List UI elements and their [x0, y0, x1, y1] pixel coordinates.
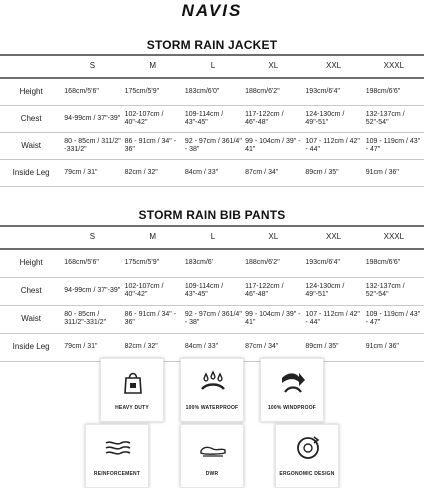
table-cell: 79cm / 31" — [64, 343, 98, 350]
column-header-m: M — [149, 232, 157, 241]
shopping-bag-icon — [119, 368, 147, 396]
table-cell: 168cm/5'6" — [64, 87, 99, 95]
row-label-inside-leg: Inside Leg — [12, 342, 50, 351]
feature-dwr — [180, 424, 244, 488]
shoe-sole-icon — [199, 434, 227, 462]
row-label-chest: Chest — [20, 286, 42, 295]
feature-label: REINFORCEMENT — [93, 471, 141, 477]
feature-label: ERGONOMIC DESIGN — [279, 471, 335, 477]
table-cell: 89cm / 35" — [305, 343, 339, 350]
feature-windproof — [260, 358, 324, 422]
row-label-height: Height — [19, 86, 43, 96]
table-cell: 193cm/6'4" — [305, 87, 340, 95]
table-cell: 91cm / 36" — [365, 343, 399, 350]
feature-heavy-duty — [100, 358, 164, 422]
feature-waterproof — [180, 358, 244, 422]
table-cell: 84cm / 33" — [184, 343, 219, 350]
table-row — [0, 277, 424, 305]
table-cell: 107 - 112cm / 42" - 44" — [305, 311, 360, 326]
wind-block-icon — [279, 368, 307, 396]
column-header — [0, 226, 62, 249]
table-cell: 188cm/6'2" — [245, 259, 280, 267]
column-header-xxl: XXL — [325, 232, 342, 241]
table-cell: 86 - 91cm / 34" - 36" — [124, 137, 177, 153]
column-header-xxl: XXL — [325, 61, 342, 70]
column-header-l: L — [210, 61, 216, 70]
pants-size-table — [0, 226, 424, 362]
table-cell: 109-114cm / 43"-45" — [184, 283, 224, 298]
table-cell: 84cm / 33" — [184, 168, 219, 176]
wave-lines-icon — [104, 434, 132, 462]
table-cell: 99 - 104cm / 39" - 41" — [245, 311, 301, 326]
row-label-waist: Waist — [21, 140, 41, 150]
table-row — [0, 305, 424, 333]
table-cell: 92 - 97cm / 361/4" - 38" — [184, 311, 242, 326]
jacket-size-table — [0, 55, 424, 187]
table-cell: 117-122cm / 46"-48" — [245, 110, 284, 126]
row-label-waist: Waist — [21, 314, 41, 323]
column-header-l: L — [210, 232, 216, 241]
table-row — [0, 132, 424, 159]
table-cell: 87cm / 34" — [245, 343, 279, 350]
table-cell: 198cm/6'6" — [365, 87, 401, 95]
table-cell: 109 - 119cm / 43" - 47" — [365, 137, 421, 153]
table-cell: 102-107cm / 40"-42" — [124, 283, 164, 298]
table-cell: 117-122cm / 46"-48" — [245, 283, 284, 298]
table-row — [0, 249, 424, 277]
table-cell: 193cm/6'4" — [305, 259, 340, 267]
table-cell: 92 - 97cm / 361/4" - 38" — [184, 137, 242, 153]
column-header-xl: XL — [268, 232, 279, 241]
table-cell: 82cm / 32" — [124, 343, 158, 350]
table-header-row — [0, 55, 424, 78]
table-cell: 188cm/6'2" — [245, 87, 280, 95]
table-cell: 91cm / 36" — [365, 168, 399, 176]
feature-reinforcement — [85, 424, 149, 488]
feature-label: DWR — [205, 471, 219, 477]
table-cell: 183cm/6' — [184, 259, 214, 267]
column-header-xl: XL — [268, 61, 279, 70]
feature-icons-panel — [0, 355, 424, 488]
feature-label: 100% WINDPROOF — [267, 405, 317, 411]
table-cell: 80 - 85cm / 311/2" -331/2" — [64, 137, 121, 153]
table-cell: 109 - 119cm / 43" - 47" — [365, 311, 421, 326]
table-cell: 124-130cm / 49"-51" — [305, 110, 345, 126]
table-cell: 89cm / 35" — [305, 168, 339, 176]
feature-ergonomic-design — [275, 424, 339, 488]
table-cell: 132-137cm / 52"-54" — [365, 110, 405, 126]
column-header-xxxl: XXXL — [383, 232, 405, 241]
table-cell: 87cm / 34" — [245, 168, 279, 176]
table-header-row — [0, 226, 424, 249]
pants-section-title: STORM RAIN BIB PANTS — [138, 208, 286, 222]
table-cell: 99 - 104cm / 39" - 41" — [245, 137, 301, 153]
feature-label: 100% WATERPROOF — [185, 405, 239, 411]
column-header-s: S — [89, 232, 96, 241]
row-label-chest: Chest — [20, 113, 42, 123]
table-cell: 168cm/5'6" — [64, 259, 99, 267]
table-cell: 198cm/6'6" — [365, 259, 401, 267]
feature-label: HEAVY DUTY — [115, 405, 149, 411]
row-label-height: Height — [19, 258, 43, 268]
table-cell: 102-107cm / 40"-42" — [124, 110, 164, 126]
table-cell: 175cm/5'9" — [124, 87, 160, 95]
rotation-arrow-icon — [294, 434, 322, 462]
table-cell: 175cm/5'9" — [124, 259, 160, 267]
jacket-section-title: STORM RAIN JACKET — [146, 38, 278, 52]
column-header-xxxl: XXXL — [383, 61, 405, 70]
column-header-m: M — [149, 61, 157, 70]
column-header — [0, 55, 62, 78]
table-row — [0, 78, 424, 105]
table-cell: 94-99cm / 37"-39" — [64, 114, 121, 122]
table-row — [0, 159, 424, 186]
table-cell: 183cm/6'0" — [184, 87, 220, 95]
table-cell: 86 - 91cm / 34" - 36" — [124, 311, 177, 326]
table-cell: 79cm / 31" — [64, 168, 98, 176]
table-cell: 82cm / 32" — [124, 168, 158, 176]
table-cell: 124-130cm / 49"-51" — [305, 283, 345, 298]
table-cell: 107 - 112cm / 42" - 44" — [305, 137, 360, 153]
table-cell: 132-137cm / 52"-54" — [365, 283, 405, 298]
brand-logo: NAVIS — [181, 1, 243, 20]
column-header-s: S — [89, 61, 96, 70]
table-cell: 109-114cm / 43"-45" — [184, 110, 224, 126]
row-label-inside-leg: Inside Leg — [12, 167, 50, 177]
table-cell: 94-99cm / 37"-39" — [64, 287, 121, 294]
table-cell: 80 - 85cm / 311/2"-331/2" — [64, 311, 107, 326]
table-row — [0, 105, 424, 132]
water-drops-icon — [199, 368, 227, 396]
